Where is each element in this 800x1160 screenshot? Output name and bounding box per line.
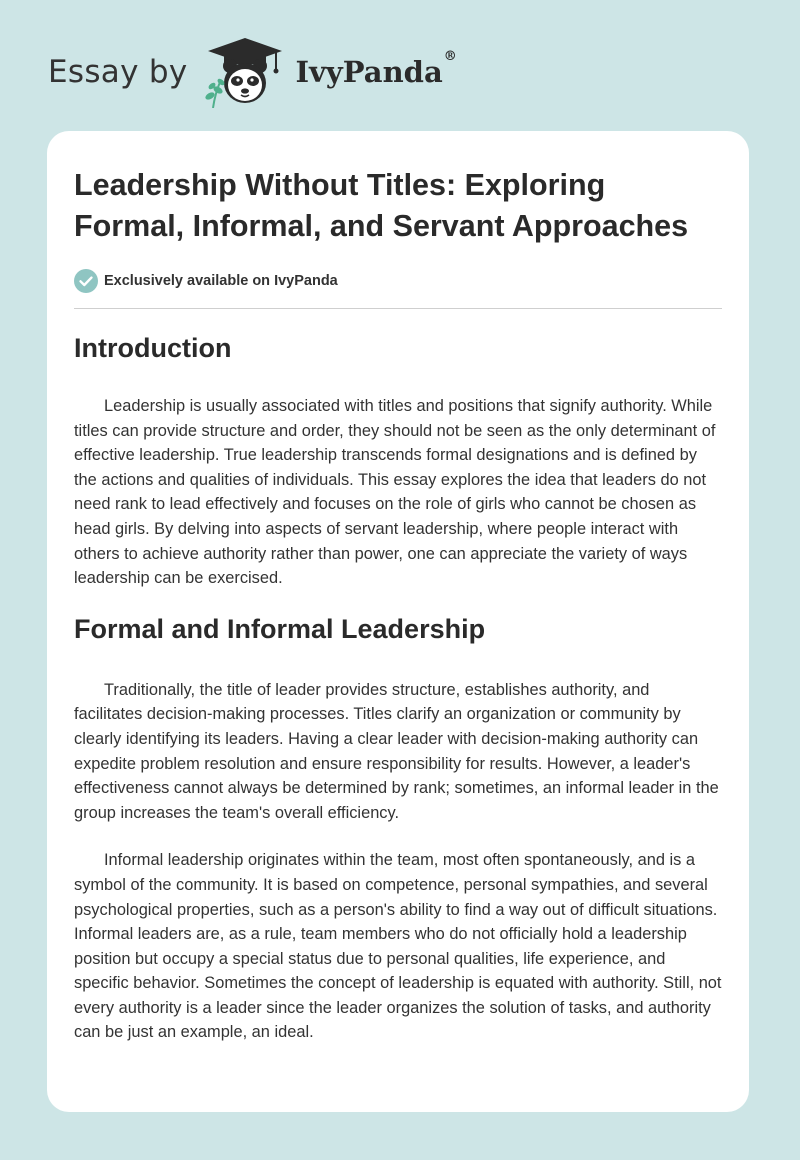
- brand-name-text: IvyPanda: [295, 55, 443, 89]
- essay-card: [47, 131, 749, 1112]
- essay-title: Leadership Without Titles: Exploring Formal, Informal, and Servant Approaches: [74, 168, 689, 243]
- exclusive-badge: [74, 268, 722, 294]
- registered-mark: ®: [443, 49, 457, 64]
- brand-prefix: Essay by: [48, 54, 188, 90]
- section-heading-formal-informal: Formal and Informal Leadership: [74, 613, 486, 644]
- section-heading-introduction: Introduction: [74, 333, 232, 363]
- panda-graduate-logo-icon: [202, 36, 288, 108]
- paragraph: Traditionally, the title of leader provides structure, establishes authority, and facilitates decision-making processes. Titles clarify an organization or community by clearly identifying its leaders. Having a clear leader with decision-making authority can expedite problem resolution and ensure responsibility for results. However, a leader's effectiveness cannot always be determined by rank; sometimes, an informal leader in the group increases the team's overall efficiency.: [74, 680, 719, 822]
- title-divider: [74, 308, 722, 309]
- paragraph: Leadership is usually associated with titles and positions that signify authority. While titles can provide structure and order, they should not be seen as the only determinant of effective leadership. True leadership transcends formal designations and is defined by the actions and qualities of individuals. This essay explores the idea that leaders do not need rank to lead effectively and focuses on the role of girls who cannot be chosen as head girls. By delving into aspects of servant leadership, where people interact with others to achieve authority rather than power, one can appreciate the variety of ways leadership can be exercised.: [74, 397, 716, 588]
- paragraph: Informal leadership originates within the team, most often spontaneously, and is a symbol of the community. It is based on competence, personal sympathies, and several psychological properties, such as a person's ability to find a way out of difficult situations. Informal leaders are, as a rule, team members who do not officially hold a leadership position but occupy a special status due to personal qualities, life experience, and specific behavior. Sometimes the concept of leadership is equated with authority. Still, not every authority is a leader since the leader organizes the solution of tasks, and authority can be just an example, an ideal.: [74, 851, 722, 1042]
- exclusive-label: Exclusively available on IvyPanda: [104, 273, 338, 289]
- check-circle-icon: [74, 269, 98, 293]
- site-header-brand[interactable]: [48, 36, 457, 108]
- brand-name: [295, 49, 457, 89]
